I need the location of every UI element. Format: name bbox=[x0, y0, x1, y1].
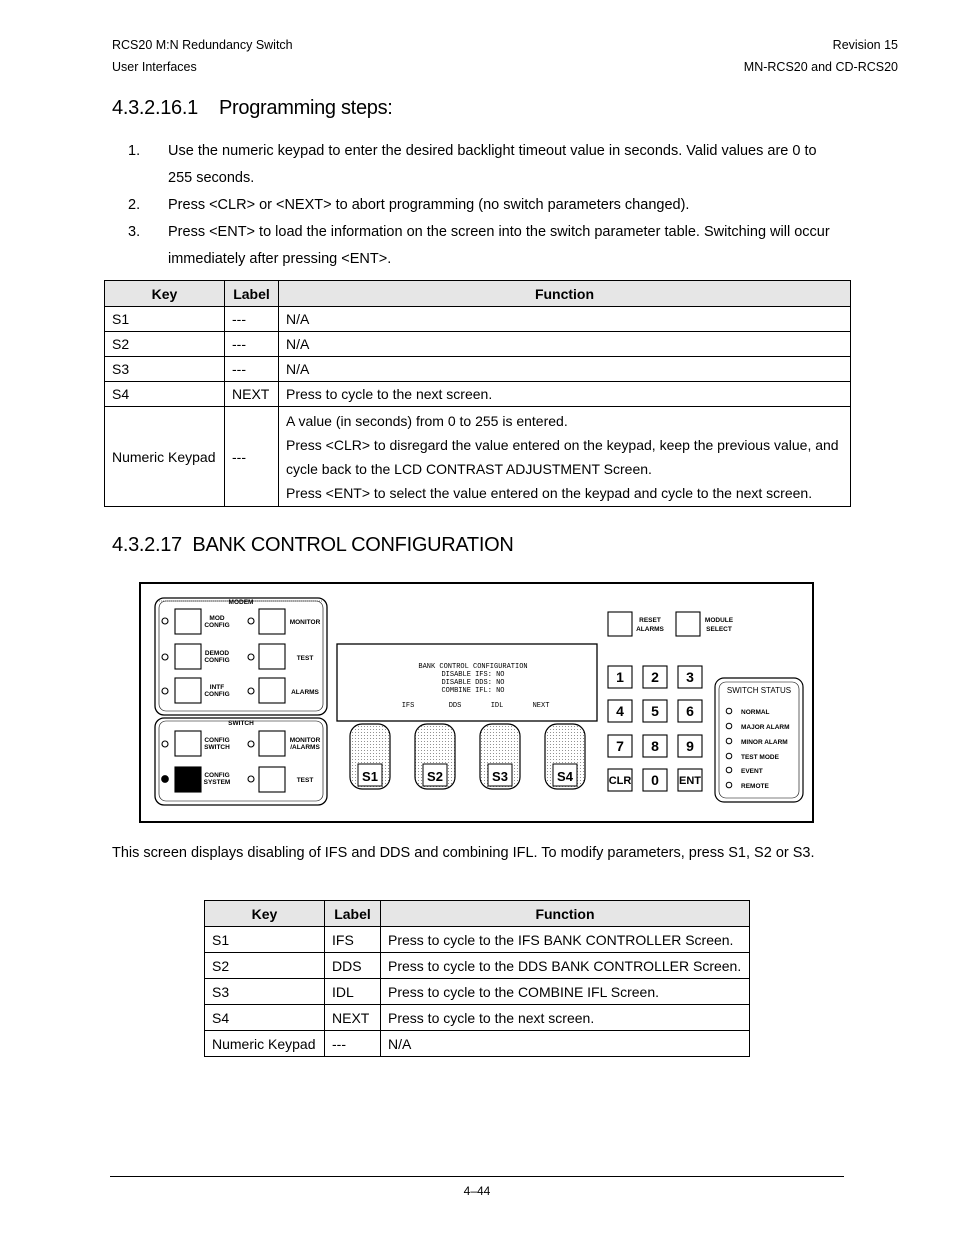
svg-text:MINOR ALARM: MINOR ALARM bbox=[741, 739, 788, 746]
lcd-line: DISABLE DDS: NO bbox=[441, 679, 505, 687]
svg-text:MODULE: MODULE bbox=[704, 617, 734, 624]
key-0: 0 bbox=[651, 772, 659, 788]
col-header-key: Key bbox=[105, 281, 225, 307]
col-header-function: Function bbox=[381, 901, 750, 927]
svg-text:MONITOR: MONITOR bbox=[289, 737, 321, 744]
soft-label-ifs: IFS bbox=[401, 702, 415, 710]
svg-text:MONITOR: MONITOR bbox=[289, 619, 321, 626]
key-7: 7 bbox=[616, 738, 624, 754]
key-2: 2 bbox=[651, 669, 659, 685]
soft-key-s3 bbox=[480, 724, 520, 789]
config-switch-button bbox=[162, 731, 230, 756]
config-system-button bbox=[162, 767, 231, 792]
svg-text:EVENT: EVENT bbox=[741, 768, 763, 775]
key-5: 5 bbox=[651, 703, 659, 719]
monitor-button bbox=[248, 609, 321, 634]
bank-heading: 4.3.2.17 BANK CONTROL CONFIGURATION bbox=[112, 534, 514, 556]
table-row: S2 DDS Press to cycle to the DDS BANK CONTROLLER Screen. bbox=[205, 953, 750, 979]
svg-text:S2: S2 bbox=[427, 769, 443, 784]
col-header-key: Key bbox=[205, 901, 325, 927]
svg-text:SYSTEM: SYSTEM bbox=[203, 779, 231, 786]
svg-text:TEST MODE: TEST MODE bbox=[741, 754, 779, 761]
svg-text:REMOTE: REMOTE bbox=[741, 783, 769, 790]
table-row: S4 NEXT Press to cycle to the next screen. bbox=[205, 1005, 750, 1031]
svg-text:/ALARMS: /ALARMS bbox=[290, 744, 320, 751]
test-button bbox=[248, 644, 313, 669]
page-number: 4–44 bbox=[463, 1184, 491, 1198]
key-8: 8 bbox=[651, 738, 659, 754]
bank-description: This screen displays disabling of IFS and DDS and combining IFL. To modify parameters, press S1, S2 or S3. bbox=[112, 845, 815, 861]
status-minor-alarm bbox=[726, 738, 788, 746]
soft-label-next: NEXT bbox=[532, 702, 550, 710]
status-major-alarm bbox=[726, 723, 789, 731]
status-test-mode bbox=[726, 753, 779, 761]
svg-text:RESET: RESET bbox=[639, 617, 661, 624]
svg-text:S1: S1 bbox=[362, 769, 378, 784]
svg-text:CONFIG: CONFIG bbox=[204, 622, 230, 629]
lcd-line: BANK CONTROL CONFIGURATION bbox=[418, 663, 528, 671]
svg-text:DEMOD: DEMOD bbox=[204, 650, 230, 657]
switch-status-title: SWITCH STATUS bbox=[726, 686, 792, 695]
svg-text:TEST: TEST bbox=[296, 777, 314, 784]
soft-label-idl: IDL bbox=[490, 702, 504, 710]
footer-divider bbox=[110, 1176, 844, 1177]
modem-title: MODEM bbox=[228, 599, 254, 606]
svg-text:NORMAL: NORMAL bbox=[741, 709, 770, 716]
svg-text:TEST: TEST bbox=[296, 655, 314, 662]
header-section: User Interfaces bbox=[112, 60, 197, 74]
col-header-label: Label bbox=[325, 901, 381, 927]
table-row: Numeric Keypad --- N/A bbox=[205, 1031, 750, 1057]
soft-key-s1 bbox=[350, 724, 390, 789]
svg-text:CONFIG: CONFIG bbox=[204, 657, 230, 664]
alarms-button bbox=[248, 678, 320, 703]
key-4: 4 bbox=[616, 703, 624, 719]
table-row: S3 --- N/A bbox=[105, 357, 851, 382]
key-1: 1 bbox=[616, 669, 624, 685]
switch-test-button bbox=[248, 767, 313, 792]
programming-steps bbox=[128, 138, 840, 273]
demod-config-button bbox=[162, 644, 230, 669]
table-row: S4 NEXT Press to cycle to the next screen. bbox=[105, 382, 851, 407]
svg-text:SELECT: SELECT bbox=[706, 626, 732, 633]
svg-text:CONFIG: CONFIG bbox=[204, 772, 230, 779]
status-normal bbox=[726, 708, 769, 716]
svg-text:S4: S4 bbox=[557, 769, 573, 784]
svg-text:SWITCH: SWITCH bbox=[204, 744, 230, 751]
key-9: 9 bbox=[686, 738, 694, 754]
key-6: 6 bbox=[686, 703, 694, 719]
col-header-function: Function bbox=[279, 281, 851, 307]
step-item: 1. Use the numeric keypad to enter the desired backlight timeout value in seconds. Valid values are 0 to 255 seconds. bbox=[128, 143, 817, 186]
module-select-button bbox=[676, 612, 734, 636]
step-item: 2. Press <CLR> or <NEXT> to abort programming (no switch parameters changed). bbox=[128, 197, 690, 213]
header-title: RCS20 M:N Redundancy Switch bbox=[112, 38, 293, 52]
soft-key-s4 bbox=[545, 724, 585, 789]
reset-alarms-button bbox=[608, 612, 665, 636]
svg-text:CONFIG: CONFIG bbox=[204, 737, 230, 744]
col-header-label: Label bbox=[225, 281, 279, 307]
front-panel-figure bbox=[139, 582, 814, 823]
status-remote bbox=[726, 782, 769, 790]
key-3: 3 bbox=[686, 669, 694, 685]
key-ent: ENT bbox=[679, 775, 701, 787]
status-event bbox=[726, 767, 763, 775]
table-row: S1 --- N/A bbox=[105, 307, 851, 332]
table-row: Numeric Keypad --- A value (in seconds) from 0 to 255 is entered. Press <CLR> to disregard the value entered on the keypad, keep the previous value, and cycle back to the LCD CONTRAST ADJUSTMENT Screen. Press <ENT> to select the value entered on the keypad and cycle to the next screen. bbox=[105, 407, 851, 507]
table-row: S2 --- N/A bbox=[105, 332, 851, 357]
table-row: S3 IDL Press to cycle to the COMBINE IFL Screen. bbox=[205, 979, 750, 1005]
svg-text:MAJOR ALARM: MAJOR ALARM bbox=[741, 724, 790, 731]
table-row: S1 IFS Press to cycle to the IFS BANK CONTROLLER Screen. bbox=[205, 927, 750, 953]
programming-heading: 4.3.2.16.1 Programming steps: bbox=[112, 97, 393, 119]
svg-text:MOD: MOD bbox=[209, 615, 225, 622]
key-clr: CLR bbox=[608, 775, 632, 787]
svg-text:S3: S3 bbox=[492, 769, 508, 784]
header-doc-number: MN-RCS20 and CD-RCS20 bbox=[743, 60, 898, 74]
switch-title: SWITCH bbox=[228, 720, 254, 727]
key-function-table-1 bbox=[104, 280, 851, 507]
lcd-line: COMBINE IFL: NO bbox=[441, 687, 505, 695]
svg-text:ALARMS: ALARMS bbox=[291, 689, 319, 696]
keypad bbox=[608, 666, 702, 791]
step-item: 3. Press <ENT> to load the information on the screen into the switch parameter table. Switching will occur immediately after pressing <ENT>. bbox=[128, 224, 830, 267]
monitor-alarms-button bbox=[248, 731, 321, 756]
svg-text:INTF: INTF bbox=[209, 684, 225, 691]
svg-text:CONFIG: CONFIG bbox=[204, 691, 230, 698]
lcd-line: DISABLE IFS: NO bbox=[441, 671, 505, 679]
intf-config-button bbox=[162, 678, 230, 703]
mod-config-button bbox=[162, 609, 230, 634]
header-revision: Revision 15 bbox=[832, 38, 898, 52]
svg-text:ALARMS: ALARMS bbox=[636, 626, 664, 633]
soft-key-s2 bbox=[415, 724, 455, 789]
soft-label-dds: DDS bbox=[448, 702, 462, 710]
key-function-table-2 bbox=[204, 900, 750, 1057]
